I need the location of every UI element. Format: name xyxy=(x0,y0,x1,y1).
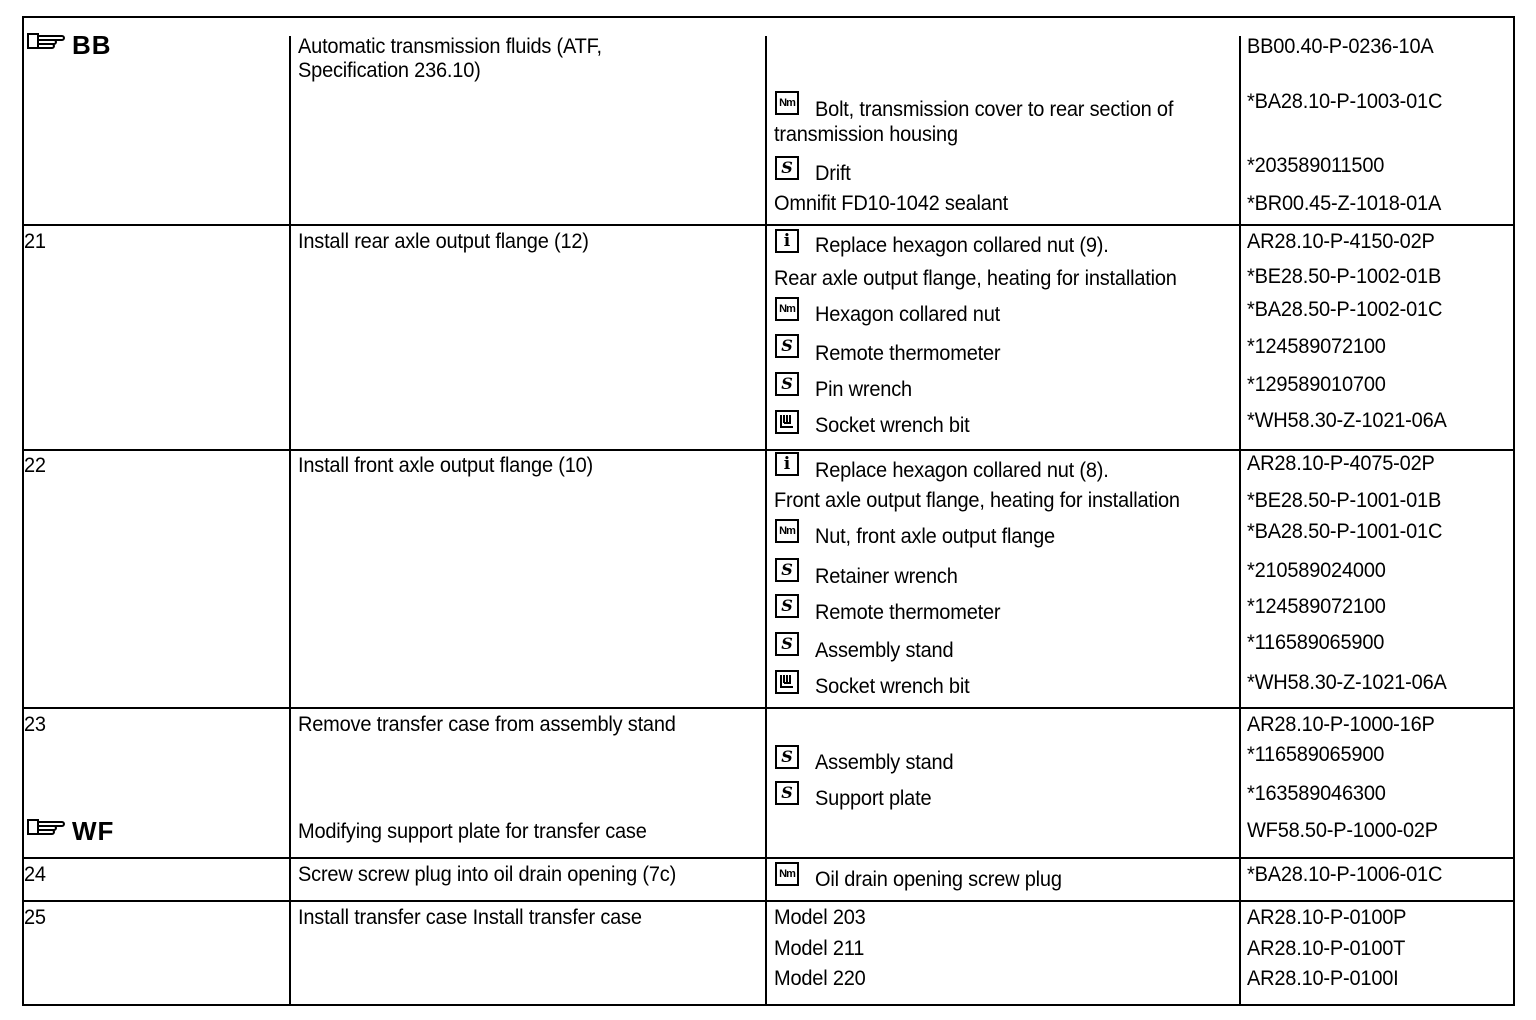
item-text: Model 211 xyxy=(774,937,865,961)
step-description: Install rear axle output flange (12) xyxy=(298,230,589,254)
torque-icon: Nm xyxy=(775,297,799,321)
item-text: Model 220 xyxy=(774,967,866,991)
step-number: 21 xyxy=(24,230,46,254)
special-tool-icon: S xyxy=(775,156,799,180)
item-text: Replace hexagon collared nut (9). xyxy=(815,234,1109,258)
reference-code: *116589065900 xyxy=(1247,631,1385,655)
step-number: 22 xyxy=(24,454,46,478)
reference-code: *BA28.10-P-1006-01C xyxy=(1247,863,1443,887)
step-description: Specification 236.10) xyxy=(298,59,481,83)
step-number: 23 xyxy=(24,713,46,737)
reference-code: *BA28.50-P-1001-01C xyxy=(1247,520,1443,544)
step-description: Remove transfer case from assembly stand xyxy=(298,713,676,737)
hint-bb: BB xyxy=(72,30,112,60)
item-text: Model 203 xyxy=(774,906,866,930)
hand-pointer-icon xyxy=(26,30,70,52)
reference-code: *BA28.50-P-1002-01C xyxy=(1247,298,1443,322)
torque-icon: Nm xyxy=(775,519,799,543)
reference-code: *BE28.50-P-1001-01B xyxy=(1247,489,1442,513)
reference-code: *203589011500 xyxy=(1247,154,1385,178)
torque-icon: Nm xyxy=(775,862,799,886)
item-text: Assembly stand xyxy=(815,639,954,663)
row-divider xyxy=(22,900,1515,902)
reference-code: AR28.10-P-0100I xyxy=(1247,967,1399,991)
item-text: Hexagon collared nut xyxy=(815,303,1001,327)
info-icon: i xyxy=(775,229,799,253)
reference-code: AR28.10-P-4075-02P xyxy=(1247,452,1435,476)
socket-tool-icon xyxy=(775,410,799,434)
item-text: Rear axle output flange, heating for installation xyxy=(774,267,1177,291)
reference-code: *163589046300 xyxy=(1247,782,1386,806)
step-number: 25 xyxy=(24,906,46,930)
reference-code: *129589010700 xyxy=(1247,373,1386,397)
item-text: Socket wrench bit xyxy=(815,414,970,438)
row-divider xyxy=(22,707,1515,709)
special-tool-icon: S xyxy=(775,632,799,656)
item-text: Retainer wrench xyxy=(815,565,958,589)
reference-code: AR28.10-P-1000-16P xyxy=(1247,713,1435,737)
column-divider xyxy=(765,36,767,1006)
item-text: transmission housing xyxy=(774,123,958,147)
socket-tool-icon xyxy=(775,670,799,694)
reference-code: BB00.40-P-0236-10A xyxy=(1247,35,1434,59)
torque-icon: Nm xyxy=(775,91,799,115)
item-text: Socket wrench bit xyxy=(815,675,970,699)
item-text: Drift xyxy=(815,162,851,186)
item-text: Nut, front axle output flange xyxy=(815,525,1055,549)
reference-code: AR28.10-P-0100P xyxy=(1247,906,1407,930)
step-description: Install transfer case Install transfer case xyxy=(298,906,642,930)
item-text: Remote thermometer xyxy=(815,342,1001,366)
special-tool-icon: S xyxy=(775,781,799,805)
column-divider xyxy=(1239,36,1241,1006)
special-tool-icon: S xyxy=(775,558,799,582)
reference-code: *WH58.30-Z-1021-06A xyxy=(1247,409,1447,433)
row-divider xyxy=(22,857,1515,859)
special-tool-icon: S xyxy=(775,745,799,769)
hint-wf: WF xyxy=(72,816,115,846)
special-tool-icon: S xyxy=(775,334,799,358)
info-icon: i xyxy=(775,452,799,476)
reference-code: *116589065900 xyxy=(1247,743,1385,767)
special-tool-icon: S xyxy=(775,594,799,618)
step-number: 24 xyxy=(24,863,46,887)
item-text: Assembly stand xyxy=(815,751,954,775)
step-description: Automatic transmission fluids (ATF, xyxy=(298,35,602,59)
item-text: Oil drain opening screw plug xyxy=(815,868,1062,892)
item-text: Pin wrench xyxy=(815,378,912,402)
reference-code: AR28.10-P-4150-02P xyxy=(1247,230,1435,254)
reference-code: WF58.50-P-1000-02P xyxy=(1247,819,1438,843)
special-tool-icon: S xyxy=(775,372,799,396)
reference-code: *124589072100 xyxy=(1247,335,1386,359)
reference-code: *210589024000 xyxy=(1247,559,1386,583)
reference-code: *BR00.45-Z-1018-01A xyxy=(1247,192,1442,216)
reference-code: *WH58.30-Z-1021-06A xyxy=(1247,671,1447,695)
reference-code: *BE28.50-P-1002-01B xyxy=(1247,265,1442,289)
reference-code: *BA28.10-P-1003-01C xyxy=(1247,90,1443,114)
row-divider xyxy=(22,449,1515,451)
item-text: Omnifit FD10-1042 sealant xyxy=(774,192,1009,216)
step-description: Screw screw plug into oil drain opening (7c) xyxy=(298,863,677,887)
column-divider xyxy=(1513,36,1515,1006)
item-text: Support plate xyxy=(815,787,932,811)
step-description: Install front axle output flange (10) xyxy=(298,454,594,478)
reference-code: *124589072100 xyxy=(1247,595,1386,619)
item-text: Bolt, transmission cover to rear section of xyxy=(815,98,1174,122)
step-description: Modifying support plate for transfer case xyxy=(298,820,647,844)
hand-pointer-icon xyxy=(26,816,70,838)
item-text: Replace hexagon collared nut (8). xyxy=(815,459,1109,483)
item-text: Front axle output flange, heating for installation xyxy=(774,489,1180,513)
item-text: Remote thermometer xyxy=(815,601,1001,625)
row-divider xyxy=(22,224,1515,226)
column-divider xyxy=(289,36,291,1006)
reference-code: AR28.10-P-0100T xyxy=(1247,937,1406,961)
